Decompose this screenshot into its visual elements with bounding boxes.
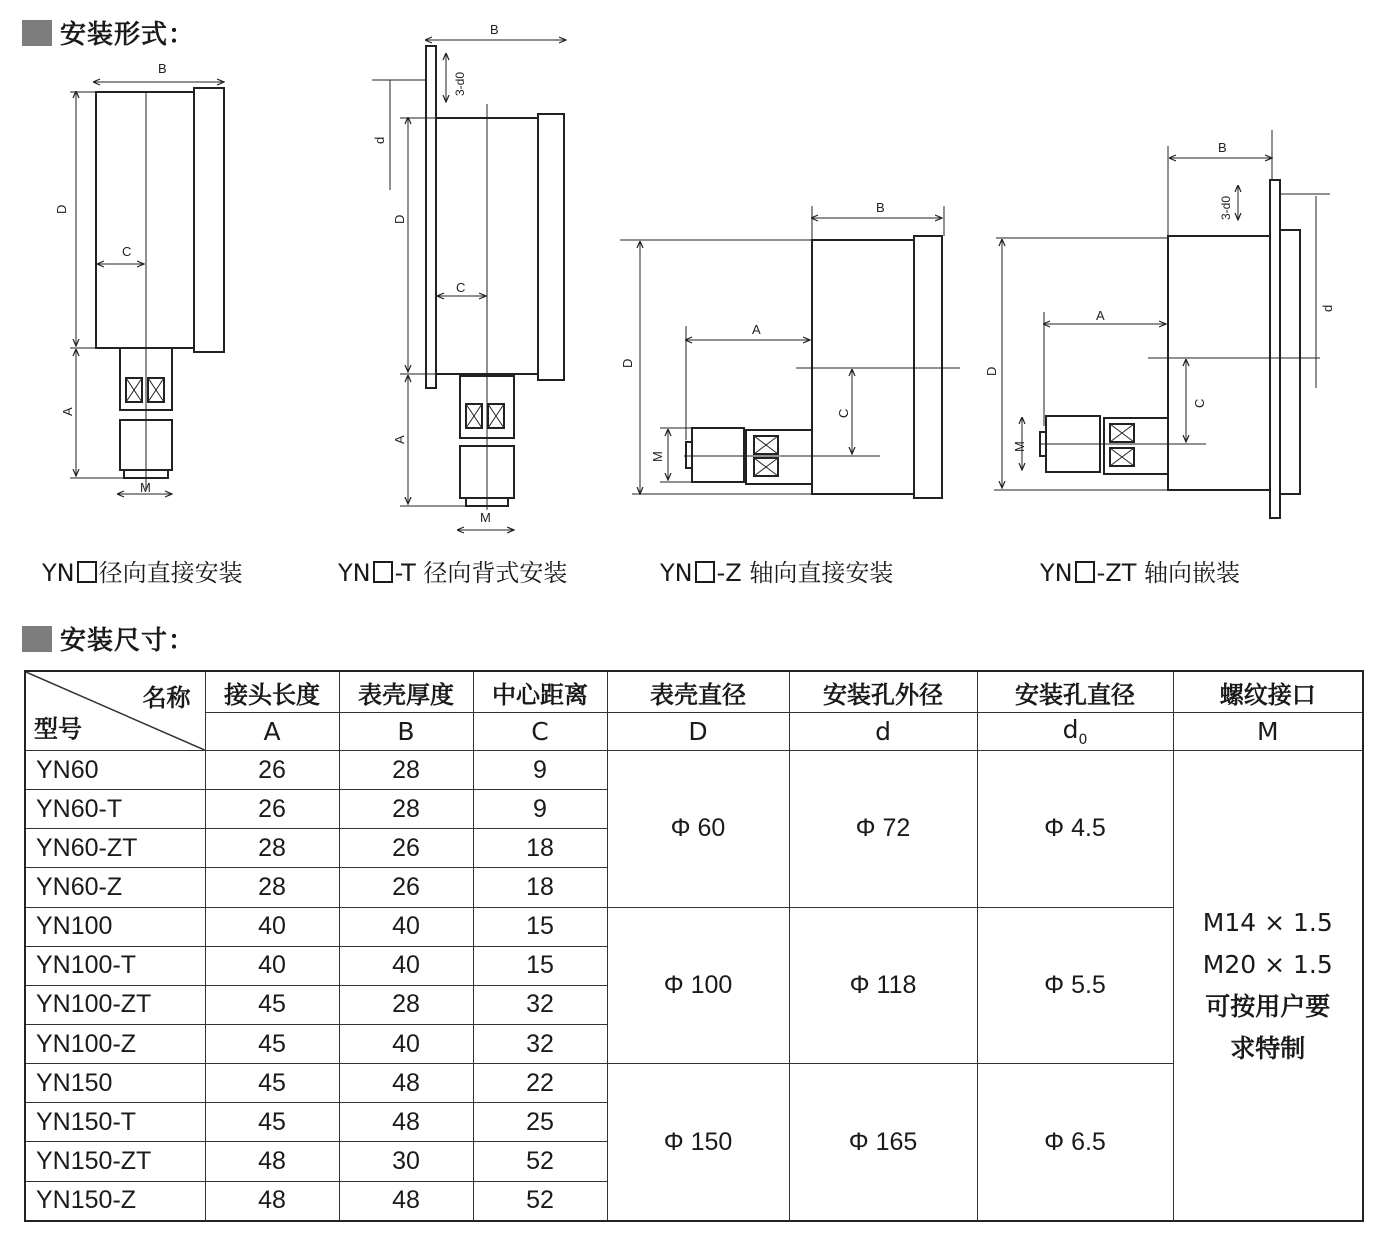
small-d-cell: Φ 118	[789, 907, 977, 1064]
dim-c-label: C	[122, 244, 132, 259]
dim-d-label: D	[984, 366, 999, 376]
b-cell: 30	[339, 1142, 473, 1181]
c-cell: 15	[473, 907, 607, 946]
a-cell: 48	[205, 1181, 339, 1221]
install-forms-heading: 安装形式：	[22, 14, 195, 51]
dim-d-label: D	[620, 358, 635, 368]
dim-small-d-label: d	[372, 136, 387, 144]
b-cell: 26	[339, 829, 473, 868]
a-cell: 45	[205, 1064, 339, 1103]
dim-a-label: A	[1096, 308, 1105, 323]
a-cell: 26	[205, 790, 339, 829]
c-cell: 9	[473, 790, 607, 829]
table-row	[25, 1064, 1363, 1103]
d-cell: Φ 150	[607, 1064, 789, 1221]
dim-b-label: B	[876, 200, 885, 215]
header-small-d-name: 安装孔外径	[789, 671, 977, 713]
dim-m-label: M	[650, 451, 665, 462]
dim-m-label: M	[140, 480, 151, 495]
header-d-name: 表壳直径	[607, 671, 789, 713]
b-cell: 48	[339, 1181, 473, 1221]
model-cell: YN150	[25, 1064, 205, 1103]
header-b-name: 表壳厚度	[339, 671, 473, 713]
model-cell: YN150-ZT	[25, 1142, 205, 1181]
dimension-labels	[54, 22, 1335, 525]
dim-b-label: B	[490, 22, 499, 37]
c-cell: 52	[473, 1181, 607, 1221]
thread-cell: M14 × 1.5 M20 × 1.5 可按用户要 求特制	[1173, 751, 1363, 1222]
placeholder-box-icon	[373, 561, 393, 583]
model-cell: YN150-Z	[25, 1181, 205, 1221]
b-cell: 48	[339, 1064, 473, 1103]
caption-radial-direct: YN 径向直接安装	[42, 559, 243, 587]
model-cell: YN150-T	[25, 1103, 205, 1142]
d-cell: Φ 100	[607, 907, 789, 1064]
dim-b-label: B	[1218, 140, 1227, 155]
a-cell: 45	[205, 1103, 339, 1142]
dim-d-label: D	[54, 204, 69, 214]
dim-a-label: A	[392, 435, 407, 444]
a-cell: 48	[205, 1142, 339, 1181]
header-d0-symbol: $d_0$	[977, 713, 1173, 751]
b-cell: 40	[339, 946, 473, 985]
c-cell: 32	[473, 1024, 607, 1063]
c-cell: 32	[473, 985, 607, 1024]
dim-c-label: C	[836, 408, 851, 418]
c-cell: 15	[473, 946, 607, 985]
model-cell: YN100-ZT	[25, 985, 205, 1024]
placeholder-box-icon	[1075, 561, 1095, 583]
d0-cell: Φ 6.5	[977, 1064, 1173, 1221]
a-cell: 28	[205, 868, 339, 907]
dim-c-label: C	[1192, 398, 1207, 408]
d0-cell: Φ 5.5	[977, 907, 1173, 1064]
diagram-radial-direct	[70, 82, 224, 494]
a-cell: 40	[205, 907, 339, 946]
model-cell: YN60-ZT	[25, 829, 205, 868]
small-d-cell: Φ 165	[789, 1064, 977, 1221]
d-cell: Φ 60	[607, 751, 789, 908]
caption-axial-direct: YN -Z 轴向直接安装	[660, 559, 894, 587]
a-cell: 40	[205, 946, 339, 985]
section-marker-icon	[22, 626, 52, 652]
install-dims-heading: 安装尺寸：	[22, 620, 195, 657]
a-cell: 28	[205, 829, 339, 868]
model-cell: YN100-T	[25, 946, 205, 985]
header-d-symbol: D	[607, 713, 789, 751]
model-cell: YN100	[25, 907, 205, 946]
header-small-d-symbol: d	[789, 713, 977, 751]
caption-axial-embedded: YN -ZT 轴向嵌装	[1040, 559, 1241, 587]
model-cell: YN60-T	[25, 790, 205, 829]
c-cell: 9	[473, 751, 607, 790]
dim-d0-label: 3-d0	[453, 71, 467, 96]
b-cell: 40	[339, 907, 473, 946]
c-cell: 25	[473, 1103, 607, 1142]
placeholder-box-icon	[77, 561, 97, 583]
b-cell: 28	[339, 985, 473, 1024]
dim-d-label: D	[392, 214, 407, 224]
dim-m-label: M	[1012, 441, 1027, 452]
a-cell: 26	[205, 751, 339, 790]
b-cell: 28	[339, 751, 473, 790]
b-cell: 40	[339, 1024, 473, 1063]
table-row	[25, 907, 1363, 946]
header-m-name: 螺纹接口	[1173, 671, 1363, 713]
dim-a-label: A	[752, 322, 761, 337]
model-cell: YN60-Z	[25, 868, 205, 907]
diagram-axial-embedded	[994, 130, 1330, 518]
c-cell: 18	[473, 829, 607, 868]
caption-radial-back: YN -T 径向背式安装	[338, 559, 568, 587]
diagram-axial-direct	[620, 206, 960, 498]
c-cell: 18	[473, 868, 607, 907]
dim-b-label: B	[158, 61, 167, 76]
diagram-radial-back	[372, 40, 566, 530]
a-cell: 45	[205, 1024, 339, 1063]
header-a-symbol: A	[205, 713, 339, 751]
model-cell: YN100-Z	[25, 1024, 205, 1063]
header-b-symbol: B	[339, 713, 473, 751]
header-m-symbol: M	[1173, 713, 1363, 751]
b-cell: 48	[339, 1103, 473, 1142]
b-cell: 26	[339, 868, 473, 907]
model-cell: YN60	[25, 751, 205, 790]
a-cell: 45	[205, 985, 339, 1024]
installation-diagrams	[0, 0, 1374, 600]
dimensions-table	[24, 670, 1364, 1222]
c-cell: 22	[473, 1064, 607, 1103]
c-cell: 52	[473, 1142, 607, 1181]
dim-a-label: A	[60, 407, 75, 416]
header-c-symbol: C	[473, 713, 607, 751]
dim-small-d-label: d	[1320, 304, 1335, 312]
header-c-name: 中心距离	[473, 671, 607, 713]
table-corner-header: 名称 型号	[25, 671, 205, 751]
d0-cell: Φ 4.5	[977, 751, 1173, 908]
header-d0-name: 安装孔直径	[977, 671, 1173, 713]
placeholder-box-icon	[695, 561, 715, 583]
dim-d0-label: 3-d0	[1219, 195, 1233, 220]
table-row	[25, 751, 1363, 790]
b-cell: 28	[339, 790, 473, 829]
dim-c-label: C	[456, 280, 466, 295]
small-d-cell: Φ 72	[789, 751, 977, 908]
header-a-name: 接头长度	[205, 671, 339, 713]
dim-m-label: M	[480, 510, 491, 525]
